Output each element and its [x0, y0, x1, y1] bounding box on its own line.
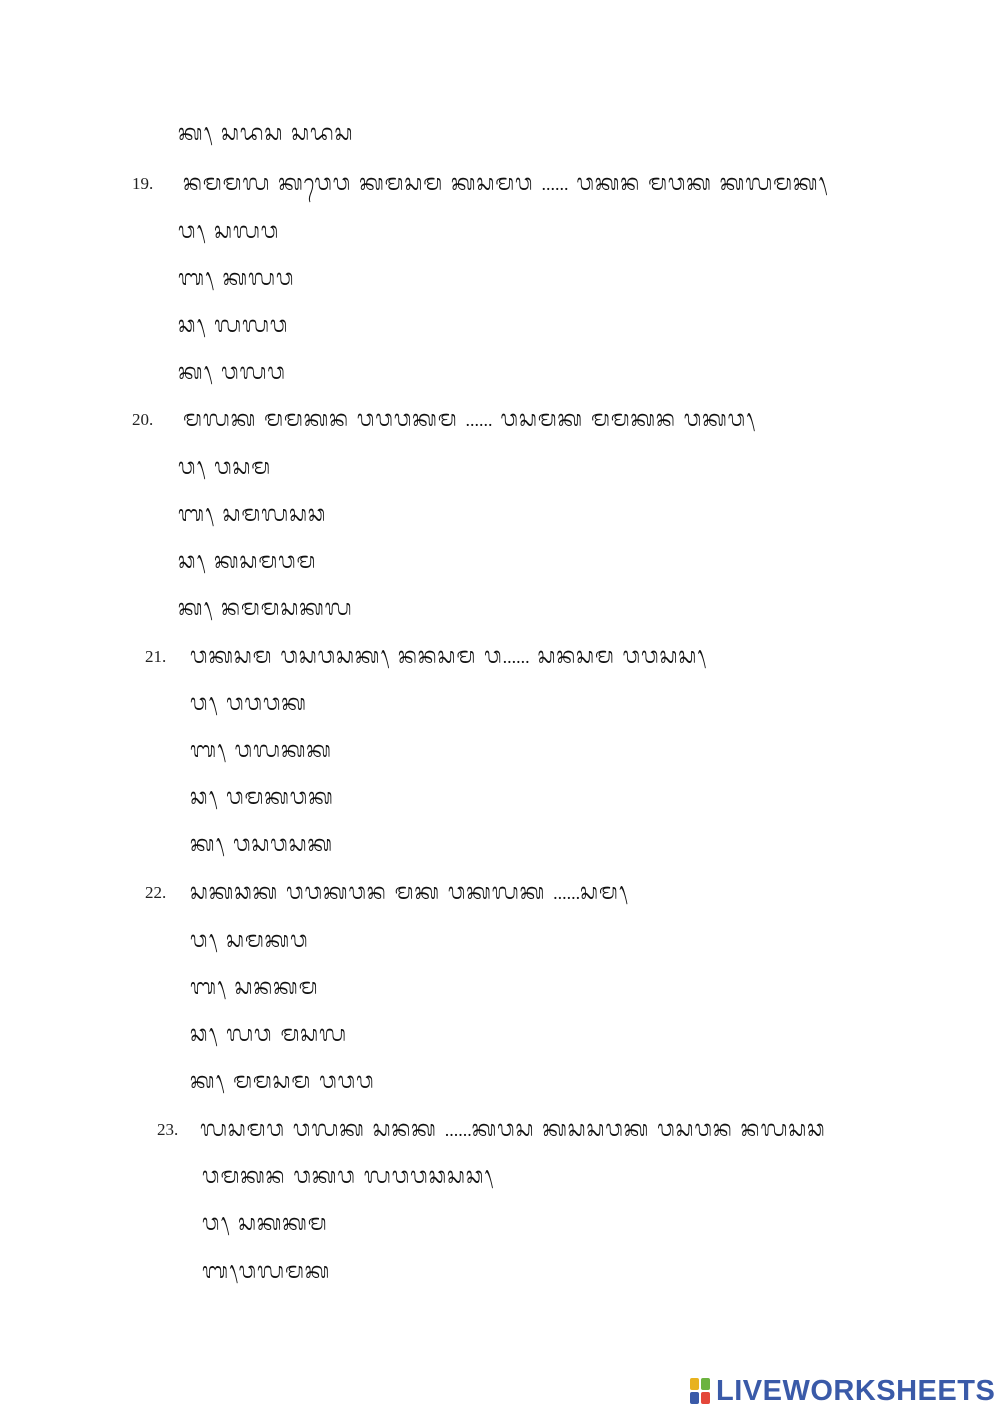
q22-prompt — [190, 879, 628, 907]
q21-option-a: ᬯ᭞ ᬯᬯᬯᬓ — [190, 691, 307, 716]
q23-prompt-line2: ᬯᬫᬓᬦ ᬯᬓᬯ ᬮᬯᬯᬘᬲᬘ᭞ — [202, 1164, 494, 1189]
q21-prompt-after: ᬲᬦᬲᬫ ᬯᬯᬲᬲ᭞ — [537, 644, 707, 669]
q21-blank: ...... — [502, 647, 530, 667]
q19-prompt — [183, 170, 828, 198]
q19-option-d: ᬓ᭞ ᬯᬮᬯ — [178, 360, 286, 385]
q21-option-b: ᬩ᭞ ᬯᬮᬓᬓ — [190, 738, 332, 763]
q19-blank: ...... — [541, 174, 569, 194]
q23-number: 23. — [157, 1120, 179, 1139]
q20-number: 20. — [132, 410, 154, 429]
q20-prompt-before: ᬫᬮᬓ ᬫᬫᬓᬦ ᬯᬯᬯᬓᬫ — [183, 407, 458, 432]
q19-prompt-before: ᬦᬫᬫᬮ ᬓᬯᬾᬯ ᬓᬫᬲᬫ ᬓᬲᬫᬯ — [183, 171, 534, 196]
q19-option-c: ᬘ᭞ ᬮᬮᬯ — [178, 313, 289, 338]
q23-prompt-after: ᬓᬯᬲ ᬓᬲᬲᬯᬓ ᬯᬲᬯᬦ ᬦᬮᬲᬘ — [471, 1117, 826, 1142]
q20-blank: ...... — [465, 410, 493, 430]
q23-option-a: ᬯ᭞ ᬲᬓᬓᬫ — [202, 1211, 328, 1236]
q19-option-a: ᬯ᭞ ᬲᬮᬯ — [178, 219, 280, 244]
q23-option-b: ᬩ᭞ᬯᬮᬫᬓ — [202, 1259, 331, 1284]
q20-option-c: ᬘ᭞ ᬓᬲᬫᬯᬫ — [178, 549, 317, 574]
q22-prompt-before: ᬲᬓᬘᬓ ᬯᬯᬓᬯᬦ ᬫᬓ ᬯᬓᬮᬓ — [190, 880, 546, 905]
q23-prompt-before: ᬮᬲᬫᬯ ᬯᬮᬓ ᬲᬦᬓ — [200, 1117, 437, 1142]
q19-number: 19. — [132, 174, 154, 193]
q22-option-c: ᬘ᭞ ᬮᬯ ᬫᬲᬮ — [190, 1022, 347, 1047]
q21-number: 21. — [145, 647, 167, 666]
q22-blank: ...... — [553, 883, 581, 903]
q22-number: 22. — [145, 883, 167, 902]
q23-blank: ...... — [444, 1120, 472, 1140]
liveworksheets-logo[interactable] — [690, 1374, 995, 1408]
q22-option-a: ᬯ᭞ ᬲᬫᬓᬯ — [190, 928, 309, 953]
q21-prompt — [190, 643, 707, 671]
q21-option-c: ᬘ᭞ ᬯᬫᬓᬯᬓ — [190, 785, 334, 810]
q23-prompt — [200, 1116, 826, 1144]
q21-option-d: ᬓ᭞ ᬯᬲᬯᬲᬓ — [190, 832, 333, 857]
q22-option-b: ᬩ᭞ ᬲᬦᬓᬫ — [190, 975, 319, 1000]
liveworksheets-logo-icon — [690, 1378, 710, 1404]
q18-option-d: ᬓ᭞ ᬲᬤᬲ ᬲᬤᬲ — [178, 121, 354, 146]
q19-option-b: ᬩ᭞ ᬓᬮᬯ — [178, 266, 295, 291]
q20-prompt-after: ᬯᬲᬫᬓ ᬫᬫᬓᬦ ᬯᬓᬯ᭞ — [500, 407, 756, 432]
q22-prompt-after: ᬲᬫ᭞ — [580, 880, 629, 905]
q20-option-b: ᬩ᭞ ᬲᬫᬮᬲᬘ — [178, 502, 327, 527]
liveworksheets-logo-text: LIVEWORKSHEETS — [716, 1374, 996, 1407]
q20-option-d: ᬓ᭞ ᬦᬫᬫᬲᬓᬮ — [178, 596, 353, 621]
q19-prompt-after: ᬯᬓᬦ ᬫᬯᬓ ᬓᬮᬫᬓ᭞ — [576, 171, 829, 196]
q20-option-a: ᬯ᭞ ᬯᬲᬫ — [178, 455, 272, 480]
q20-prompt — [183, 406, 756, 434]
q21-prompt-before: ᬯᬓᬲᬫ ᬯᬲᬯᬲᬓ᭞ ᬦᬦᬲᬫ ᬯ — [190, 644, 503, 669]
q22-option-d: ᬓ᭞ ᬫᬫᬲᬫ ᬯᬯᬯ — [190, 1069, 375, 1094]
